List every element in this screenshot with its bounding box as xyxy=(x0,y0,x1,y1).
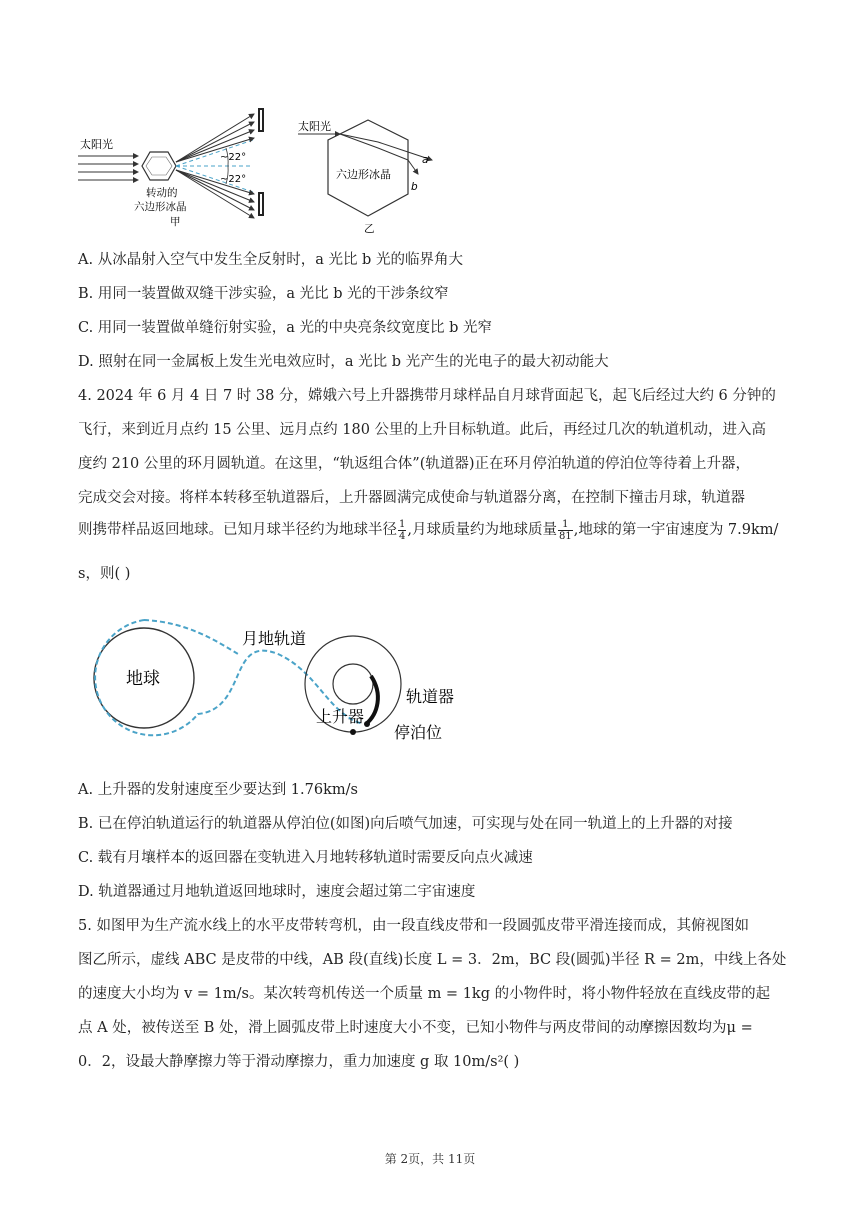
q4-line-3: 度约 210 公里的环月圆轨道。在这里，“轨返组合体”(轨道器)正在环月停泊轨道的停泊位等待着上升器， xyxy=(78,456,751,472)
orbit-label: 月地轨道 xyxy=(242,629,307,648)
q4-line-4: 完成交会对接。将样本转移至轨道器后，上升器圆满完成使命与轨道器分离，在控制下撞击月球，轨道器 xyxy=(78,490,745,506)
q5-line-3: 的速度大小均为 v = 1m/s。某次转弯机传送一个质量 m = 1kg 的小物件时，将小物件轻放在直线皮带的起 xyxy=(78,986,771,1002)
ray-b-label: b xyxy=(411,181,418,193)
q3-option-b: B. 用同一装置做双缝干涉实验，a 光比 b 光的干涉条纹窄 xyxy=(78,286,449,302)
q4-line-5-b: ,月球质量约为地球质量 xyxy=(407,522,557,538)
sunlight-label-left: 太阳光 xyxy=(80,138,113,151)
rotating-label-2: 六边形冰晶 xyxy=(134,201,187,213)
angle-bottom-label: ~22° xyxy=(220,174,247,185)
q4-line-1: 4. 2024 年 6 月 4 日 7 时 38 分，嫦娥六号上升器携带月球样品自月球背面起飞，起飞后经过大约 6 分钟的 xyxy=(78,388,776,404)
q4-option-a: A. 上升器的发射速度至少要达到 1.76km/s xyxy=(78,782,358,798)
caption-right: 乙 xyxy=(364,223,375,235)
fraction-one-eighty-first: $\frac{1}{81}$ xyxy=(558,518,572,542)
q5-line-1: 5. 如图甲为生产流水线上的水平皮带转弯机，由一段直线皮带和一段圆弧皮带平滑连接而成，其俯视图如 xyxy=(78,918,749,934)
q3-option-c: C. 用同一装置做单缝衍射实验，a 光的中央亮条纹宽度比 b 光窄 xyxy=(78,320,493,336)
q4-line-5-c: ,地球的第一宇宙速度为 7.9km/ xyxy=(573,522,779,538)
q4-option-c: C. 载有月壤样本的返回器在变轨进入月地转移轨道时需要反向点火减速 xyxy=(78,850,533,866)
q3-option-a: A. 从冰晶射入空气中发生全反射时，a 光比 b 光的临界角大 xyxy=(78,252,463,268)
parking-label: 停泊位 xyxy=(394,723,443,742)
q5-line-4: 点 A 处，被传送至 B 处，滑上圆弧皮带上时速度大小不变，已知小物件与两皮带间的动摩擦因数均为μ = xyxy=(78,1020,753,1036)
q5-line-5: 0．2，设最大静摩擦力等于滑动摩擦力，重力加速度 g 取 10m/s²( ) xyxy=(78,1054,520,1070)
q4-line-5-a: 则携带样品返回地球。已知月球半径约为地球半径 xyxy=(78,522,397,538)
q3-option-d: D. 照射在同一金属板上发生光电效应时，a 光比 b 光产生的光电子的最大初动能大 xyxy=(78,354,609,370)
ray-a-label: a xyxy=(422,154,429,166)
orbiter-label: 轨道器 xyxy=(406,687,455,706)
rotating-label-1: 转动的 xyxy=(146,187,178,199)
earth-label: 地球 xyxy=(126,669,160,689)
q4-line-6: s，则( ) xyxy=(78,566,131,582)
ascender-label: 上升器 xyxy=(316,707,365,726)
q4-line-5 xyxy=(78,518,778,542)
q4-option-d: D. 轨道器通过月地轨道返回地球时，速度会超过第二宇宙速度 xyxy=(78,884,476,900)
ice-crystal-figure xyxy=(78,104,498,236)
rotating-hexagon xyxy=(142,152,176,180)
sunlight-label-right: 太阳光 xyxy=(298,120,331,133)
q5-line-2: 图乙所示，虚线 ABC 是皮带的中线，AB 段(直线)长度 L = 3．2m，BC 段(圆弧)半径 R = 2m，中线上各处 xyxy=(78,952,787,968)
fraction-one-quarter: $\frac{1}{4}$ xyxy=(399,518,406,542)
caption-left: 甲 xyxy=(170,216,181,228)
angle-top-label: ~22° xyxy=(220,152,247,163)
q4-option-b: B. 已在停泊轨道运行的轨道器从停泊位(如图)向后喷气加速，可实现与处在同一轨道上的上升器的对接 xyxy=(78,816,733,832)
hexagon-label: 六边形冰晶 xyxy=(336,168,391,181)
moon-circle xyxy=(333,664,373,704)
earth-moon-orbit-figure xyxy=(78,614,468,754)
page-footer: 第 2页，共 11页 xyxy=(384,1152,476,1166)
q4-line-2: 飞行，来到近月点约 15 公里、远月点约 180 公里的上升目标轨道。此后，再经过几次的轨道机动，进入高 xyxy=(78,422,767,438)
